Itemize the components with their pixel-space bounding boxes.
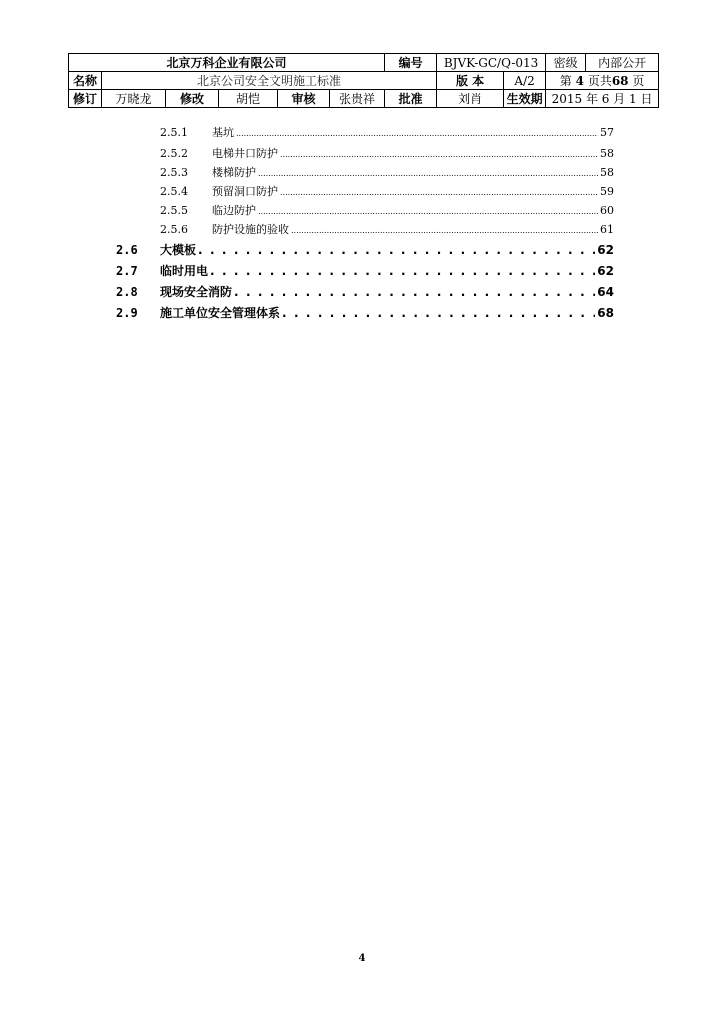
company-name: 北京万科企业有限公司 [69,54,385,72]
toc-leader-dots [280,185,598,198]
toc-leader-dots [236,126,598,139]
toc-leader-dots [282,306,595,320]
effective-label: 生效期 [504,90,546,108]
toc-title: 电梯井口防护 [212,147,278,160]
toc-number: 2.5.4 [160,185,188,198]
page-info-suffix: 页 [632,74,645,88]
approve-value: 刘肖 [437,90,504,108]
review-label: 审核 [278,90,330,108]
toc-leader-dots [234,285,595,299]
approve-label: 批准 [385,90,437,108]
security-label: 密级 [546,54,586,72]
toc-number: 2.9 [116,306,138,320]
modify-value: 胡恺 [219,90,278,108]
toc-title: 防护设施的验收 [212,223,289,236]
toc-title: 预留洞口防护 [212,185,278,198]
toc-page: 58 [600,147,614,160]
version-value: A/2 [504,72,546,90]
toc-entry[interactable] [160,221,614,237]
version-label: 版 本 [437,72,504,90]
toc-number: 2.7 [116,264,138,278]
toc-leader-dots [198,243,595,257]
page-total: 68 [611,74,629,88]
header-row-name [69,72,659,90]
toc-title: 施工单位安全管理体系 [160,306,281,320]
toc-entry[interactable] [160,145,614,161]
effective-value: 2015 年 6 月 1 日 [546,90,659,108]
code-label: 编号 [385,54,437,72]
toc-leader-dots [280,147,598,160]
toc-title: 大模板 [160,243,197,257]
toc-leader-dots [258,166,598,179]
toc-page: 60 [600,204,614,217]
header-row-company [69,54,659,72]
toc-title: 楼梯防护 [212,166,256,179]
toc-leader-dots [258,204,598,217]
page-info-prefix: 第 [559,74,572,88]
toc-number: 2.5.5 [160,204,188,217]
document-header-table [68,53,659,108]
toc-page: 62 [597,264,614,278]
toc-number: 2.5.3 [160,166,188,179]
toc-entry[interactable] [160,164,614,180]
toc-page: 62 [597,243,614,257]
modify-label: 修改 [166,90,219,108]
toc-page: 64 [597,285,614,299]
toc-entry[interactable] [116,283,614,300]
toc-number: 2.5.6 [160,223,188,236]
toc-title: 现场安全消防 [160,285,233,299]
toc-page: 58 [600,166,614,179]
toc-entry[interactable] [116,304,614,321]
toc-entry[interactable] [116,241,614,258]
toc-number: 2.5.1 [160,126,188,139]
toc-page: 57 [600,126,614,139]
toc-title: 临时用电 [160,264,209,278]
header-row-signoff [69,90,659,108]
name-value: 北京公司安全文明施工标准 [102,72,437,90]
revise-value: 万晓龙 [102,90,166,108]
security-value: 内部公开 [586,54,659,72]
revise-label: 修订 [69,90,102,108]
toc-page: 61 [600,223,614,236]
toc-page: 68 [597,306,614,320]
page-info [546,72,659,90]
review-value: 张贵祥 [330,90,385,108]
toc-number: 2.8 [116,285,138,299]
page-info-mid: 页共 [587,74,612,88]
toc-page: 59 [600,185,614,198]
toc-leader-dots [210,264,595,278]
footer-page-number: 4 [358,953,366,964]
toc-number: 2.6 [116,243,138,257]
toc-entry[interactable] [160,183,614,199]
name-label: 名称 [69,72,102,90]
page-current: 4 [575,74,584,88]
code-value: BJVK-GC/Q-013 [437,54,546,72]
toc-leader-dots [291,223,598,236]
toc-entry[interactable] [160,202,614,218]
toc-title: 临边防护 [212,204,256,217]
toc-entry[interactable] [160,124,614,140]
toc-title: 基坑 [212,126,234,139]
toc-number: 2.5.2 [160,147,188,160]
toc-entry[interactable] [116,262,614,279]
